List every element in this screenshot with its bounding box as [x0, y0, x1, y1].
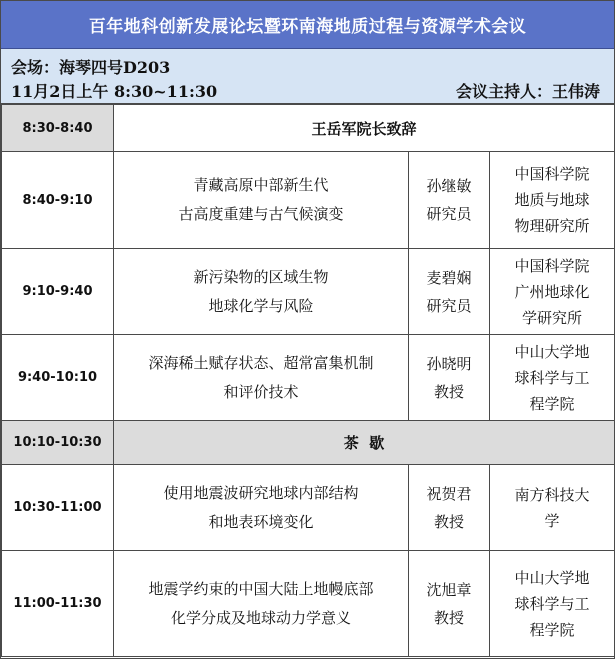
talk-time: 10:30-11:00	[2, 465, 114, 551]
talk-organization: 南方科技大 学	[490, 465, 615, 551]
opening-time: 8:30-8:40	[2, 105, 114, 152]
date-time-label: 11月2日上午 8:30~11:30	[11, 82, 218, 101]
talk-topic: 青藏高原中部新生代 古高度重建与古气候演变	[114, 152, 409, 249]
break-time: 10:10-10:30	[2, 421, 114, 465]
table-row	[2, 249, 615, 335]
table-row	[2, 152, 615, 249]
talk-topic: 地震学约束的中国大陆上地幔底部 化学分成及地球动力学意义	[114, 551, 409, 657]
break-row	[2, 421, 615, 465]
talk-topic: 深海稀土赋存状态、超常富集机制 和评价技术	[114, 335, 409, 421]
talk-organization: 中山大学地 球科学与工 程学院	[490, 335, 615, 421]
talk-speaker: 孙晓明 教授	[409, 335, 490, 421]
talk-organization: 中国科学院 地质与地球 物理研究所	[490, 152, 615, 249]
table-row	[2, 465, 615, 551]
talk-speaker: 孙继敏 研究员	[409, 152, 490, 249]
schedule-table	[1, 104, 615, 657]
break-title: 茶 歇	[114, 421, 615, 465]
talk-topic: 使用地震波研究地球内部结构 和地表环境变化	[114, 465, 409, 551]
opening-title: 王岳军院长致辞	[114, 105, 615, 152]
opening-row	[2, 105, 615, 152]
talk-organization: 中山大学地 球科学与工 程学院	[490, 551, 615, 657]
talk-time: 9:10-9:40	[2, 249, 114, 335]
host-label: 会议主持人：王伟涛	[455, 82, 600, 101]
table-row	[2, 551, 615, 657]
talk-speaker: 麦碧娴 研究员	[409, 249, 490, 335]
talk-organization: 中国科学院 广州地球化 学研究所	[490, 249, 615, 335]
session-info	[1, 49, 614, 104]
table-row	[2, 335, 615, 421]
venue-label: 会场：海琴四号D203	[11, 58, 171, 77]
talk-time: 11:00-11:30	[2, 551, 114, 657]
talk-time: 8:40-9:10	[2, 152, 114, 249]
talk-time: 9:40-10:10	[2, 335, 114, 421]
talk-topic: 新污染物的区域生物 地球化学与风险	[114, 249, 409, 335]
talk-speaker: 祝贺君 教授	[409, 465, 490, 551]
agenda-title: 百年地科创新发展论坛暨环南海地质过程与资源学术会议	[1, 1, 614, 49]
talk-speaker: 沈旭章 教授	[409, 551, 490, 657]
